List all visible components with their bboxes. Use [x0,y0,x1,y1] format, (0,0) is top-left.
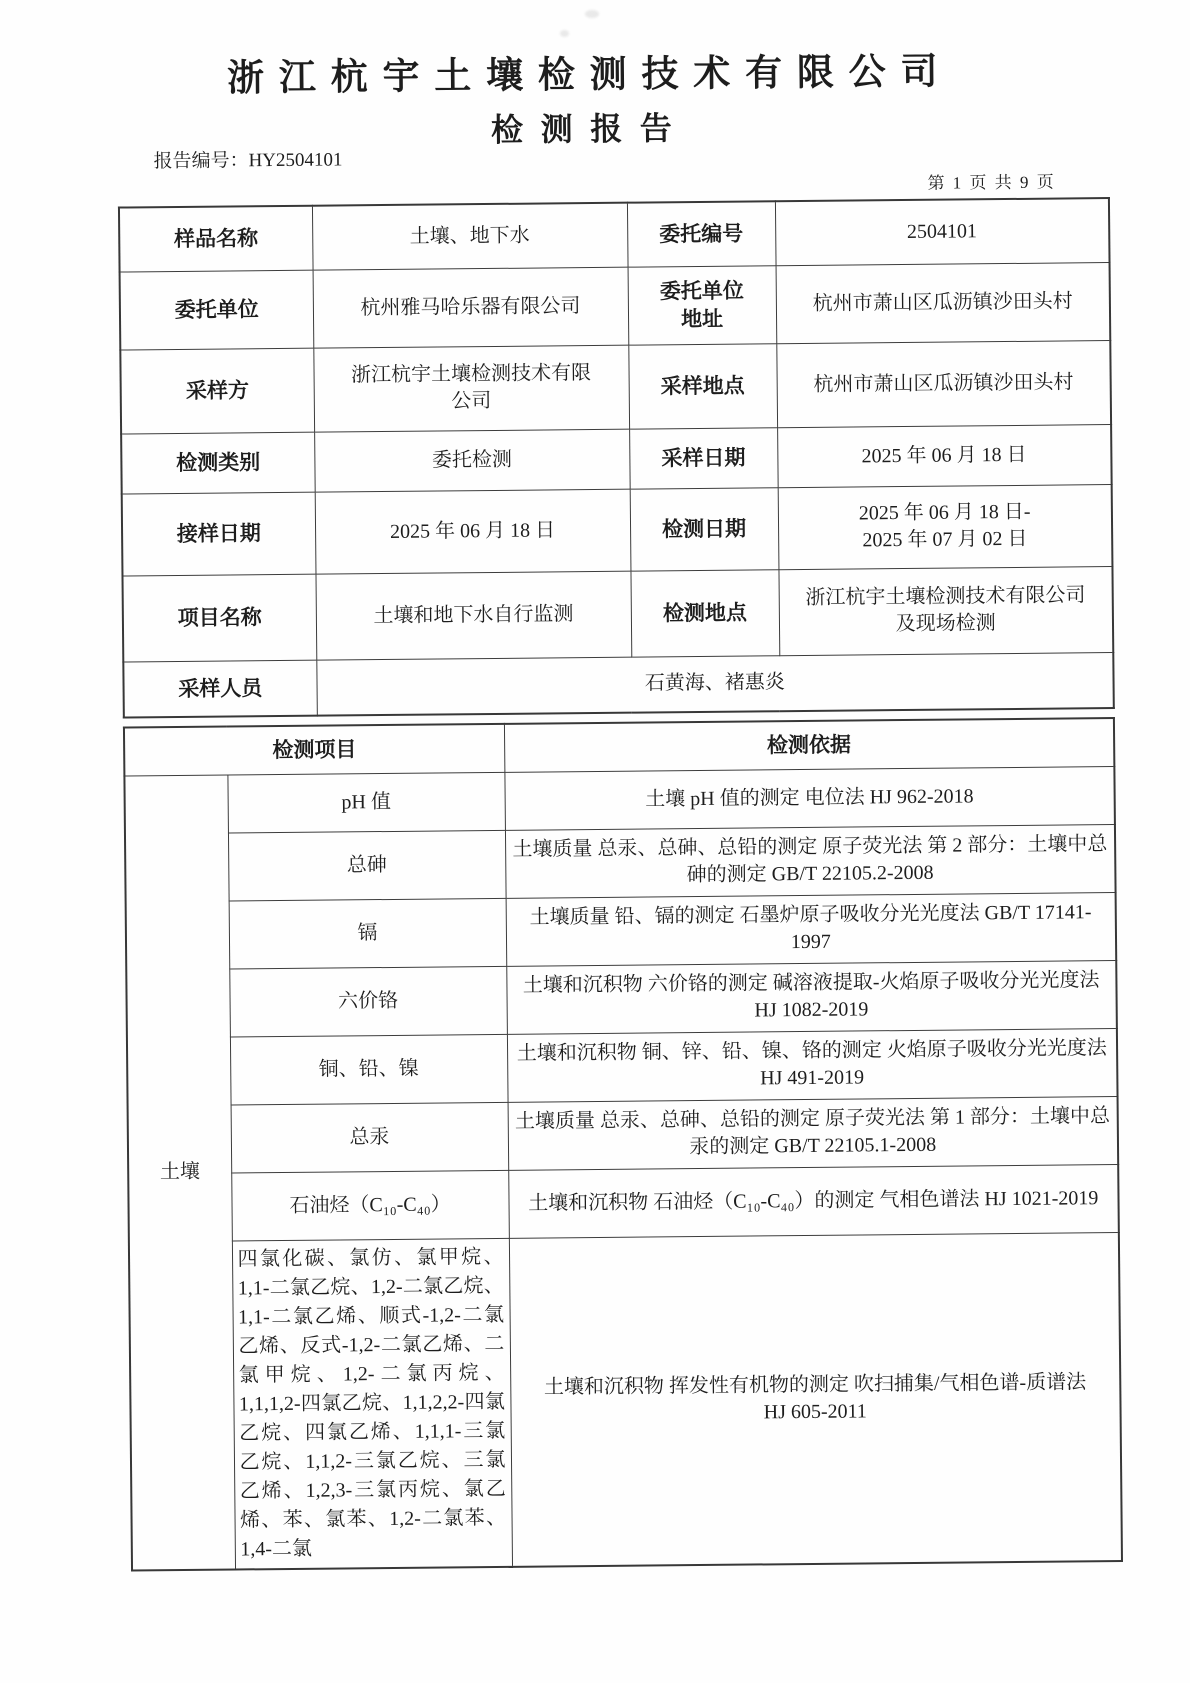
page-indicator: 第 1 页 共 9 页 [927,172,1056,193]
label-sampling-party: 采样方 [120,348,314,434]
category-soil: 土壤 [124,775,235,1570]
table-row [121,424,1112,494]
method-basis-ph: 土壤 pH 值的测定 电位法 HJ 962-2018 [504,766,1115,830]
value-test-date: 2025 年 06 月 18 日- 2025 年 07 月 02 日 [778,484,1113,569]
table-row [128,1164,1119,1242]
table-row [127,1028,1118,1106]
table-row [120,262,1111,349]
label-sample-name: 样品名称 [119,206,313,272]
table-row [122,484,1113,575]
sample-info-table [118,197,1115,718]
method-basis-chromium6: 土壤和沉积物 六价铬的测定 碱溶液提取-火焰原子吸收分光光度法 HJ 1082-2019 [506,960,1117,1034]
label-test-date: 检测日期 [630,487,779,570]
report-number-label: 报告编号： [153,150,249,173]
label-test-site: 检测地点 [630,569,779,656]
report-number-value: HY2504101 [248,149,343,172]
report-title: 检测报告 [490,110,690,148]
method-basis-arsenic: 土壤质量 总汞、总砷、总铅的测定 原子荧光法 第 2 部分：土壤中总砷的测定 GB/T 22105.2-2008 [505,824,1116,898]
method-item-ph: pH 值 [227,772,505,833]
table-row [119,198,1110,272]
method-basis-voc: 土壤和沉积物 挥发性有机物的测定 吹扫捕集/气相色谱-质谱法 HJ 605-2011 [509,1232,1122,1566]
table-row [124,766,1115,834]
value-sample-name: 土壤、地下水 [312,203,628,270]
label-samplers: 采样人员 [123,660,317,718]
value-test-site: 浙江杭宇土壤检测技术有限公司 及现场检测 [778,566,1113,655]
value-project-name: 土壤和地下水自行监测 [315,571,631,660]
label-project-name: 项目名称 [122,574,316,662]
method-item-voc-list: 四氯化碳、氯仿、氯甲烷、1,1-二氯乙烷、1,2-二氯乙烷、1,1-二氯乙烯、顺式-1,2-二氯乙烯、反式-1,2-二氯乙烯、二氯甲烷、1,2-二氯丙烷、1,1,1,2-四氯乙烷、1,1,2,2-四氯乙烷、四氯乙烯、1,1,1-三氯乙烷、1,1,2-三氯乙烷、三氯乙烯、1,2,3-三氯丙烷、氯乙烯、苯、氯苯、1,2-二氯苯、1,4-二氯 [232,1238,512,1569]
label-sampling-site: 采样地点 [628,343,777,428]
value-client: 杭州雅马哈乐器有限公司 [313,267,629,348]
label-client: 委托单位 [120,270,314,350]
method-item-chromium6: 六价铬 [229,966,507,1037]
method-table [123,717,1123,1571]
value-sampling-party: 浙江杭宇土壤检测技术有限 公司 [313,345,629,432]
label-test-category: 检测类别 [121,432,315,494]
method-basis-cu-pb-ni: 土壤和沉积物 铜、锌、铅、镍、铬的测定 火焰原子吸收分光光度法 HJ 491-2019 [507,1028,1118,1102]
method-item-cu-pb-ni: 铜、铅、镍 [230,1034,508,1105]
method-item-cadmium: 镉 [229,898,507,969]
value-samplers: 石黄海、褚惠炎 [316,652,1114,716]
label-sampling-date: 采样日期 [629,427,778,488]
value-commission-no: 2504101 [775,198,1110,265]
table-row [122,566,1113,661]
method-basis-petroleum-hydrocarbons: 土壤和沉积物 石油烃（C₁₀-C₄₀）的测定 气相色谱法 HJ 1021-2019 [508,1164,1119,1238]
table-row [125,824,1116,902]
label-client-address: 委托单位 地址 [628,265,777,344]
header-test-basis: 检测依据 [504,718,1114,772]
table-row [126,960,1117,1038]
value-sampling-date: 2025 年 06 月 18 日 [777,424,1112,487]
value-test-category: 委托检测 [314,429,630,492]
company-title: 浙江杭宇土壤检测技术有限公司 [226,51,953,100]
table-row [128,1096,1119,1174]
value-receive-date: 2025 年 06 月 18 日 [315,489,631,574]
method-item-mercury: 总汞 [231,1102,509,1173]
table-row [120,340,1111,433]
header-test-items: 检测项目 [124,724,504,776]
method-item-arsenic: 总砷 [228,830,506,901]
value-sampling-site: 杭州市萧山区瓜沥镇沙田头村 [776,340,1111,427]
table-row [129,1232,1122,1570]
label-commission-no: 委托编号 [627,201,776,266]
value-client-address: 杭州市萧山区瓜沥镇沙田头村 [776,262,1111,343]
table-row [123,652,1113,718]
report-number [153,144,342,173]
table-row [126,892,1117,970]
label-receive-date: 接样日期 [122,492,316,576]
method-item-petroleum-hydrocarbons: 石油烃（C₁₀-C₄₀） [231,1170,509,1241]
method-basis-mercury: 土壤质量 总汞、总砷、总铅的测定 原子荧光法 第 1 部分：土壤中总汞的测定 GB/T 22105.1-2008 [508,1096,1119,1170]
method-basis-cadmium: 土壤质量 铅、镉的测定 石墨炉原子吸收分光光度法 GB/T 17141-1997 [506,892,1117,966]
